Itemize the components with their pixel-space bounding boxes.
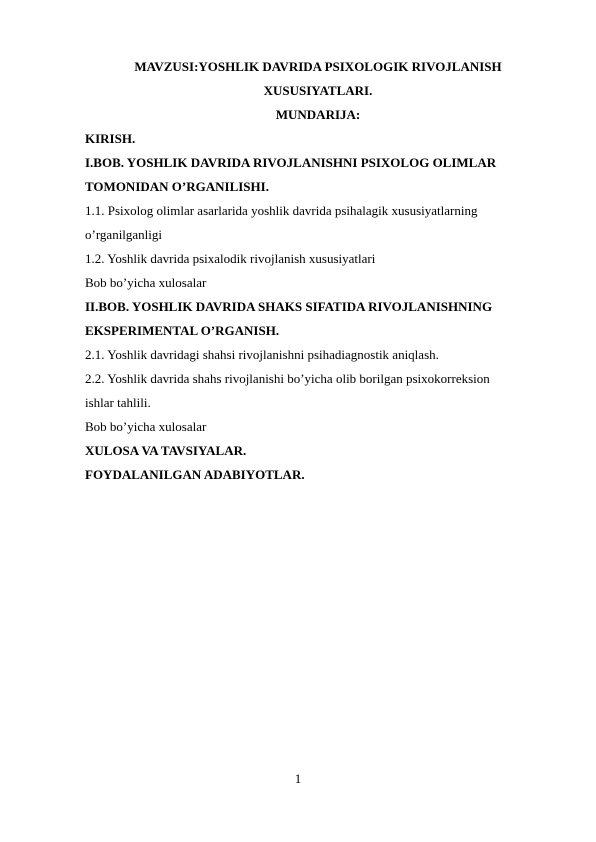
toc-chapter-1-line-2: TOMONIDAN O’RGANILISHI.: [85, 179, 269, 194]
title-line-1: MAVZUSI:YOSHLIK DAVRIDA PSIXOLOGIK RIVOJLANISH: [134, 59, 502, 74]
toc-conclusion-recommendations: XULOSA VA TAVSIYALAR.: [85, 443, 247, 458]
contents-heading: MUNDARIJA:: [275, 107, 361, 122]
toc-section-2-2-line-2: ishlar tahlili.: [85, 395, 151, 410]
toc-introduction: KIRISH.: [85, 131, 136, 146]
toc-chapter-2-line-2: EKSPERIMENTAL O’RGANISH.: [85, 323, 280, 338]
toc-section-2-1: 2.1. Yoshlik davridagi shahsi rivojlanishni psihadiagnostik aniqlash.: [85, 347, 439, 362]
toc-references: FOYDALANILGAN ADABIYOTLAR.: [85, 467, 305, 482]
toc-section-1-1-line-1: 1.1. Psixolog olimlar asarlarida yoshlik davrida psihalagik xususiyatlarning: [85, 203, 478, 218]
toc-chapter-2-line-1: II.BOB. YOSHLIK DAVRIDA SHAKS SIFATIDA RIVOJLANISHNING: [85, 299, 493, 314]
toc-chapter-2-conclusions: Bob bo’yicha xulosalar: [85, 419, 207, 434]
toc-section-1-1-line-2: o’rganilganligi: [85, 227, 163, 242]
toc-chapter-1-conclusions: Bob bo’yicha xulosalar: [85, 275, 207, 290]
toc-chapter-1-line-1: I.BOB. YOSHLIK DAVRIDA RIVOJLANISHNI PSIXOLOG OLIMLAR: [85, 155, 497, 170]
page-number: 1: [294, 771, 302, 786]
title-line-2: XUSUSIYATLARI.: [263, 83, 373, 98]
toc-section-1-2: 1.2. Yoshlik davrida psixalodik rivojlanish xususiyatlari: [85, 251, 376, 266]
toc-section-2-2-line-1: 2.2. Yoshlik davrida shahs rivojlanishi bo’yicha olib borilgan psixokorreksion: [85, 371, 490, 386]
